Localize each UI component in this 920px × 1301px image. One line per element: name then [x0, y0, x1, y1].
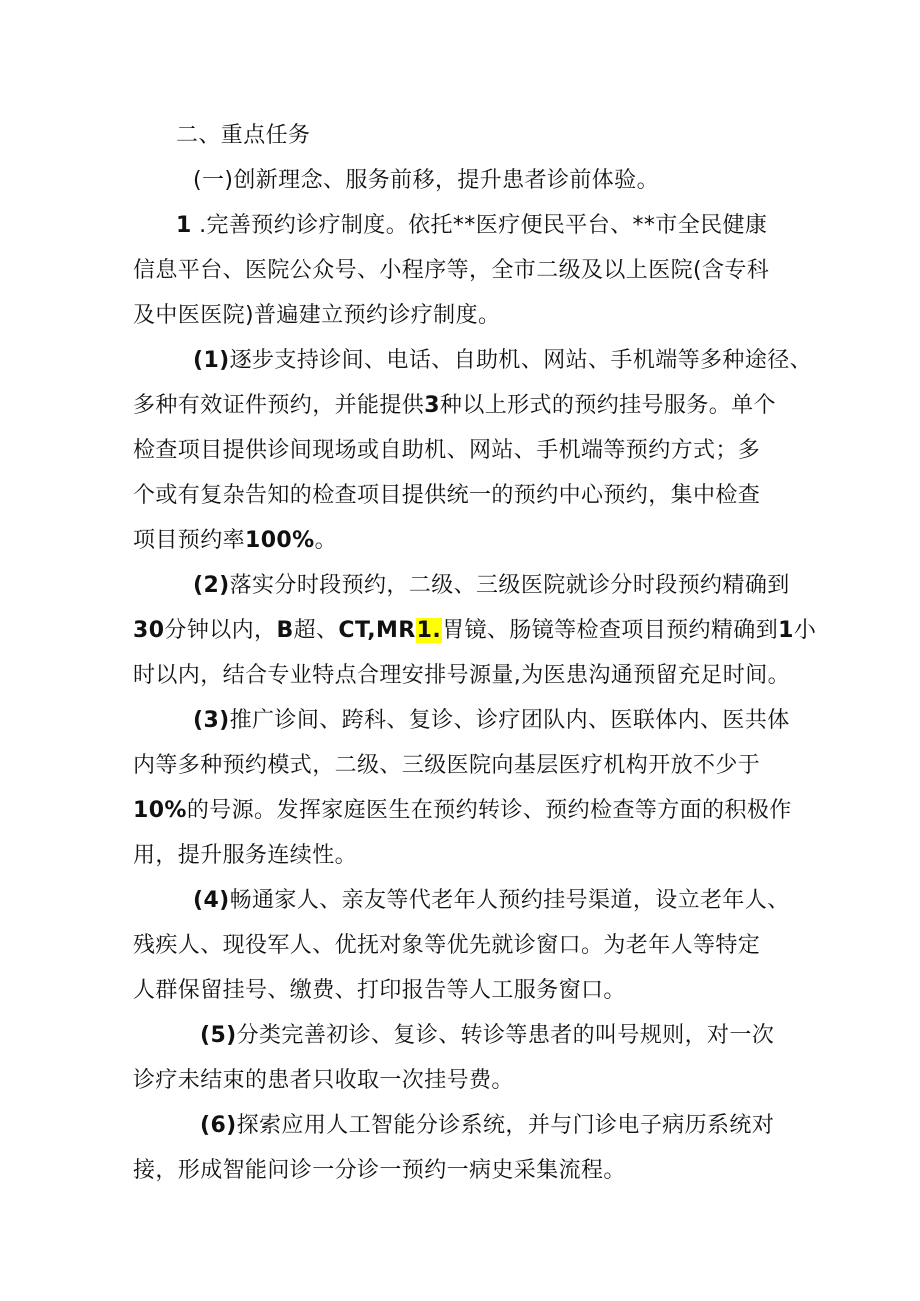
p3-line-1 — [193, 706, 790, 736]
p4-text-3: 人群保留挂号、缴费、打印报告等人工服务窗口。 — [133, 978, 626, 1003]
p6-line-1 — [200, 1111, 774, 1141]
p2-text-3: 时以内，结合专业特点合理安排号源量,为医患沟通预留充足时间。 — [133, 663, 790, 688]
p1-text-2b: 3 — [424, 393, 440, 418]
p4-text-2: 残疾人、现役军人、优抚对象等优先就诊窗口。为老年人等特定 — [133, 933, 761, 958]
p3-text-2: 内等多种预约模式，二级、三级医院向基层医疗机构开放不少于 — [133, 753, 761, 778]
p1-text-1: 逐步支持诊间、电话、自助机、网站、手机端等多种途径、 — [229, 348, 813, 373]
p3-text-3a: 10% — [133, 798, 187, 823]
p2-text-2e: CT,MR — [338, 618, 416, 643]
p1-text-4: 个或有复杂告知的检查项目提供统一的预约中心预约，集中检查 — [133, 483, 761, 508]
p1-text-2a: 多种有效证件预约，并能提供 — [133, 393, 425, 418]
p1-text-5c: 。 — [314, 528, 337, 553]
p3-number: (3) — [193, 708, 230, 733]
p3-text-3b: 的号源。发挥家庭医生在预约转诊、预约检查等方面的积极作 — [186, 798, 792, 823]
p1-line-1 — [193, 346, 812, 376]
p4-number: (4) — [193, 888, 230, 913]
section-heading — [176, 121, 310, 151]
item1-text-1: .完善预约诊疗制度。依托**医疗便民平台、**市全民健康 — [191, 213, 768, 238]
p6-line-2 — [133, 1156, 626, 1186]
section-heading-text: 二、重点任务 — [176, 123, 311, 148]
p3-text-4: 用，提升服务连续性。 — [133, 843, 358, 868]
item1-line-2 — [133, 256, 769, 286]
item1-number: 1 — [176, 213, 192, 238]
p2-text-2g: 胃镜、肠镜等检查项目预约精确到 — [442, 618, 779, 643]
p4-line-3 — [133, 976, 626, 1006]
p1-line-4 — [133, 481, 760, 511]
p2-number: (2) — [193, 573, 230, 598]
p2-line-1 — [193, 571, 790, 601]
p6-number: (6) — [200, 1113, 237, 1138]
p1-line-2 — [133, 391, 776, 421]
p1-text-5b: 100% — [245, 528, 315, 553]
p4-text-1: 畅通家人、亲友等代老年人预约挂号渠道，设立老年人、 — [229, 888, 790, 913]
p1-text-5a: 项目预约率 — [133, 528, 246, 553]
highlighted-text: 1. — [416, 618, 442, 643]
p1-text-3: 检查项目提供诊间现场或自助机、网站、手机端等预约方式；多 — [133, 438, 761, 463]
p4-line-1 — [193, 886, 790, 916]
p2-text-2d: 超、 — [293, 618, 339, 643]
item1-text-2: 信息平台、医院公众号、小程序等，全市二级及以上医院(含专科 — [133, 258, 770, 283]
p2-line-3 — [133, 661, 790, 691]
p5-text-2: 诊疗未结束的患者只收取一次挂号费。 — [133, 1068, 514, 1093]
item1-text-3: 及中医医院)普遍建立预约诊疗制度。 — [133, 303, 501, 328]
p2-text-2c: B — [276, 618, 294, 643]
item1-line-1 — [176, 211, 767, 241]
p2-text-2h: 1 — [778, 618, 794, 643]
p3-text-1: 推广诊间、跨科、复诊、诊疗团队内、医联体内、医共体 — [229, 708, 790, 733]
p5-text-1: 分类完善初诊、复诊、转诊等患者的叫号规则，对一次 — [236, 1023, 775, 1048]
subsection-heading-text: (一)创新理念、服务前移，提升患者诊前体验。 — [193, 168, 659, 193]
p4-line-2 — [133, 931, 760, 961]
p3-line-2 — [133, 751, 760, 781]
p1-line-3 — [133, 436, 760, 466]
item1-line-3 — [133, 301, 500, 331]
p1-number: (1) — [193, 348, 230, 373]
p5-line-1 — [200, 1021, 774, 1051]
p3-line-3 — [133, 796, 792, 826]
p2-text-1: 落实分时段预约，二级、三级医院就诊分时段预约精确到 — [229, 573, 790, 598]
p6-text-1: 探索应用人工智能分诊系统，并与门诊电子病历系统对 — [236, 1113, 775, 1138]
p6-text-2: 接，形成智能问诊一分诊一预约一病史采集流程。 — [133, 1158, 626, 1183]
p1-line-5 — [133, 526, 337, 556]
p2-text-2i: 小 — [793, 618, 817, 643]
p1-text-2c: 种以上形式的预约挂号服务。单个 — [439, 393, 776, 418]
p3-line-4 — [133, 841, 357, 871]
p5-number: (5) — [200, 1023, 237, 1048]
p2-line-2 — [133, 616, 816, 646]
subsection-heading — [193, 166, 659, 196]
p5-line-2 — [133, 1066, 514, 1096]
p2-text-2b: 分钟以内， — [164, 618, 277, 643]
p2-text-2a: 30 — [133, 618, 165, 643]
